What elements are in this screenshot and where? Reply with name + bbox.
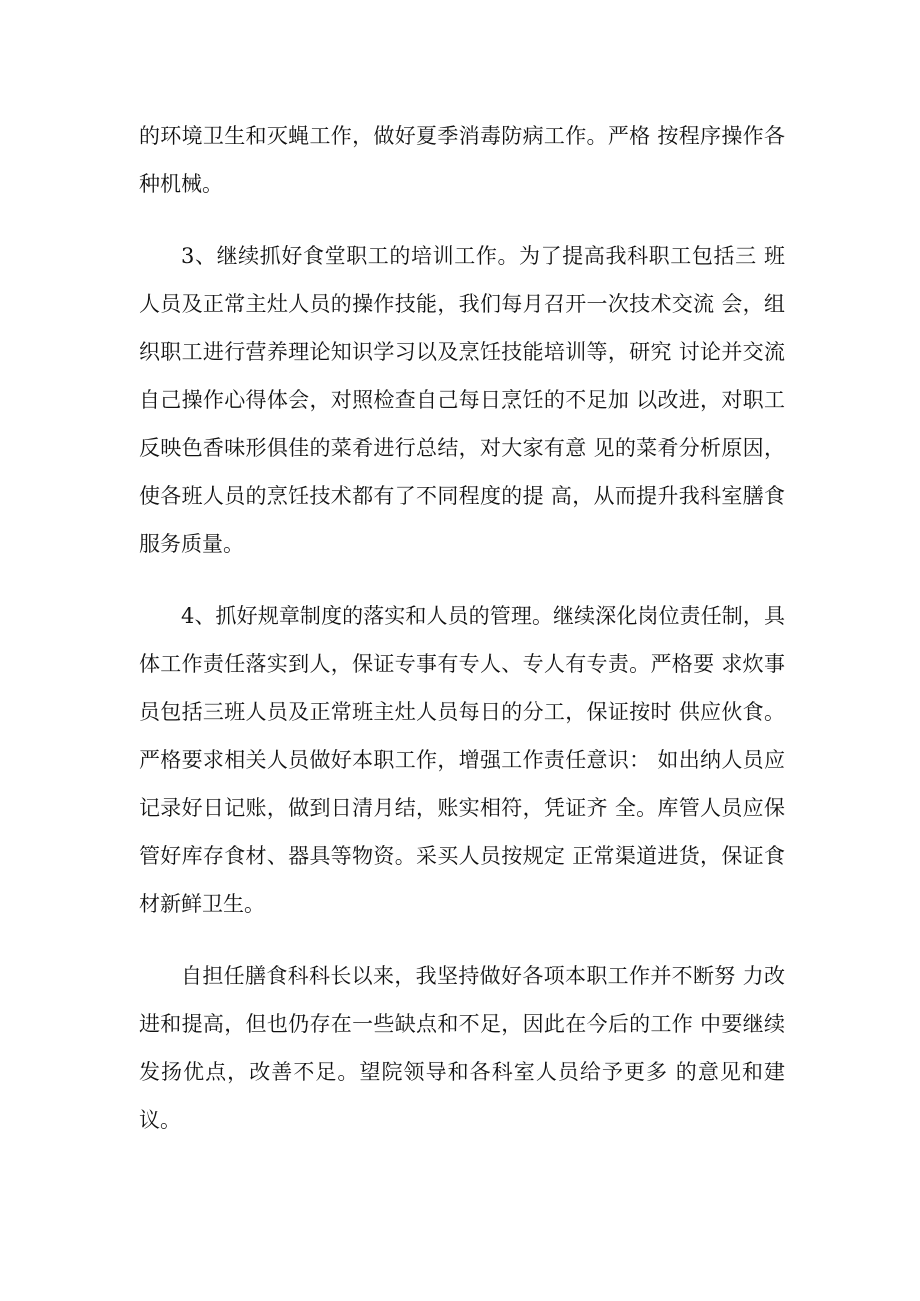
paragraph-item-4: 4、抓好规章制度的落实和人员的管理。继续深化岗位责任制，具体工作责任落实到人，保证专事有专人、专人有专责。严格要 求炊事员包括三班人员及正常班主灶人员每日的分工，保证按时 供应伙食。严格要求相关人员做好本职工作，增强工作责任意识： 如出纳人员应记录好日记账，做到日清月结，账实相符，凭证齐 全。库管人员应保管好库存食材、器具等物资。采买人员按规定 正常渠道进货，保证食材新鲜卫生。 xyxy=(139,604,785,916)
paragraph-item-3: 3、继续抓好食堂职工的培训工作。为了提高我科职工包括三 班人员及正常主灶人员的操作技能，我们每月召开一次技术交流 会，组织职工进行营养理论知识学习以及烹饪技能培训等，研究 讨论并交流自己操作心得体会，对照检查自己每日烹饪的不足加 以改进，对职工反映色香味形俱佳的菜肴进行总结，对大家有意 见的菜肴分析原因，使各班人员的烹饪技术都有了不同程度的提 高，从而提升我科室膳食服务质量。 xyxy=(139,244,785,556)
paragraph-conclusion: 自担任膳食科科长以来，我坚持做好各项本职工作并不断努 力改进和提高，但也仍存在一些缺点和不足，因此在今后的工作 中要继续发扬优点，改善不足。望院领导和各科室人员给予更多 的意见和建议。 xyxy=(139,964,785,1132)
document-body xyxy=(139,112,785,1144)
paragraph-continuation: 的环境卫生和灭蝇工作，做好夏季消毒防病工作。严格 按程序操作各种机械。 xyxy=(139,124,785,196)
